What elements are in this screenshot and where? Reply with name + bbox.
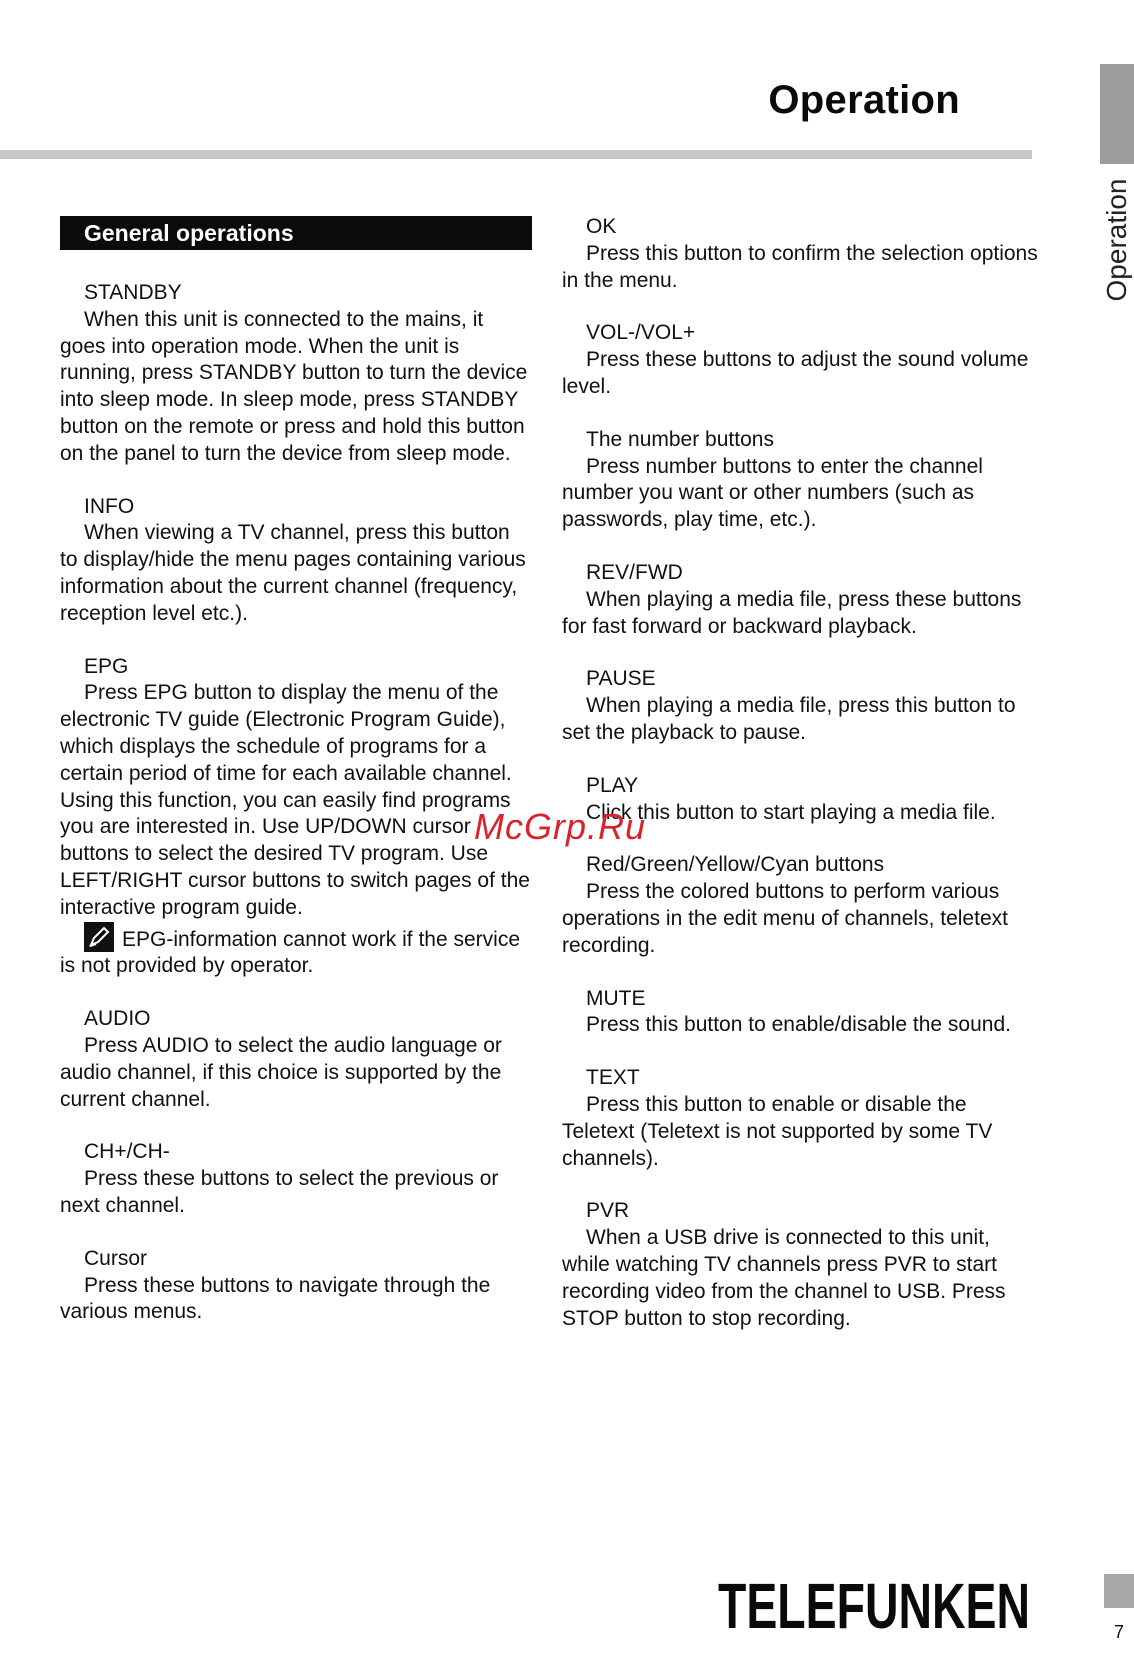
- item-body: Press these buttons to select the previous or next channel.: [60, 1167, 499, 1217]
- right-column: [562, 214, 1038, 1358]
- header-rule: [0, 150, 1032, 159]
- item-body: Click this button to start playing a media file.: [586, 800, 996, 824]
- note-pencil-icon: [84, 922, 114, 952]
- item-body: Press AUDIO to select the audio language or audio channel, if this choice is supported by the current channel.: [60, 1033, 502, 1111]
- item-title: CH+/CH-: [84, 1140, 170, 1164]
- item-title: VOL-/VOL+: [586, 321, 696, 345]
- item-pause: [562, 666, 1038, 746]
- brand-logo: [716, 1572, 1032, 1636]
- item-title: STANDBY: [84, 281, 182, 304]
- item-title: PAUSE: [586, 667, 656, 691]
- item-number-buttons: [562, 427, 1038, 534]
- item-rev-fwd: [562, 560, 1038, 640]
- note-text: EPG-information cannot work if the service is not provided by operator.: [60, 927, 520, 978]
- item-title: Cursor: [84, 1246, 148, 1270]
- item-body: When playing a media file, press this button to set the playback to pause.: [562, 694, 1016, 744]
- item-title: MUTE: [586, 986, 646, 1010]
- item-body: Press the colored buttons to perform various operations in the edit menu of channels, teletext recording.: [562, 880, 1008, 957]
- item-text: [562, 1065, 1038, 1172]
- item-body: Press these buttons to navigate through the various menus.: [60, 1273, 491, 1324]
- item-standby: [60, 280, 532, 468]
- item-title: PVR: [586, 1199, 630, 1223]
- page-tab-marker: [1104, 1574, 1134, 1608]
- item-ok: [562, 214, 1038, 294]
- left-column: [60, 216, 532, 1352]
- item-title: REV/FWD: [586, 560, 683, 584]
- item-body: When this unit is connected to the mains, it goes into operation mode. When the unit is running, press STANDBY button to turn the device into sleep mode. In sleep mode, press STANDBY button on the remote or press and hold this button on the panel to turn the device from sleep mode.: [60, 307, 528, 465]
- item-body: Press this button to enable or disable the Teletext (Teletext is not supported by some TV channels).: [562, 1092, 993, 1170]
- note: [60, 922, 532, 981]
- item-info: [60, 494, 532, 628]
- item-cursor: [60, 1246, 532, 1326]
- item-body: Press number buttons to enter the channel number you want or other numbers (such as passwords, play time, etc.).: [562, 454, 983, 532]
- item-title: INFO: [84, 494, 135, 518]
- side-tab-marker: [1100, 64, 1134, 164]
- item-body: Press these buttons to adjust the sound volume level.: [562, 348, 1029, 398]
- item-title: TEXT: [586, 1066, 640, 1090]
- item-title: AUDIO: [84, 1007, 151, 1031]
- item-body: Press EPG button to display the menu of the electronic TV guide (Electronic Program Guide), which displays the schedule of programs for a certain period of time for each available channel. Using this function, you can easily find programs you are interested in. Use UP/DOWN cursor buttons to select the desired TV program. Use LEFT/RIGHT cursor buttons to switch pages of the interactive program guide.: [60, 681, 530, 919]
- item-body: Press this button to confirm the selection options in the menu.: [562, 241, 1038, 292]
- page-title: Operation: [768, 78, 960, 122]
- item-title: Red/Green/Yellow/Cyan buttons: [586, 853, 885, 877]
- item-colored-buttons: [562, 852, 1038, 959]
- item-epg: [60, 654, 532, 981]
- item-pvr: [562, 1198, 1038, 1332]
- page-number: 7: [1113, 1622, 1124, 1642]
- item-title: The number buttons: [586, 427, 774, 451]
- side-section-label: Operation: [1101, 178, 1132, 302]
- brand-logo-text: TELEFUNKEN: [718, 1572, 1030, 1636]
- item-body: When a USB drive is connected to this unit, while watching TV channels press PVR to start recording video from the channel to USB. Press STOP button to stop recording.: [562, 1226, 1006, 1330]
- item-title: OK: [586, 215, 617, 238]
- item-body: When viewing a TV channel, press this button to display/hide the menu pages containing various information about the current channel (frequency, reception level etc.).: [60, 521, 526, 625]
- item-body: Press this button to enable/disable the sound.: [586, 1013, 1011, 1037]
- item-ch: [60, 1139, 532, 1219]
- watermark: McGrp.Ru: [474, 806, 647, 847]
- item-vol: [562, 320, 1038, 400]
- item-mute: [562, 986, 1038, 1040]
- section-heading: General operations: [60, 216, 532, 250]
- item-title: EPG: [84, 654, 129, 678]
- item-body: When playing a media file, press these buttons for fast forward or backward playback.: [562, 587, 1022, 638]
- item-title: PLAY: [586, 773, 639, 797]
- item-audio: [60, 1006, 532, 1113]
